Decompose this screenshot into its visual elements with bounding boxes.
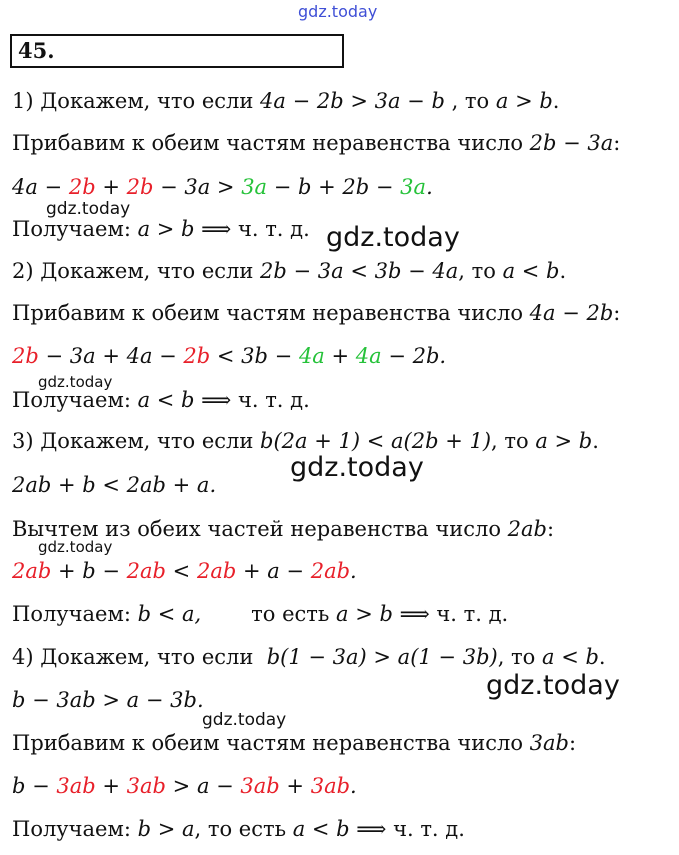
line-12 (12, 558, 357, 584)
math-red: 3ab (56, 774, 96, 798)
math: b − 3ab > a − 3b (12, 688, 197, 712)
watermark-1: gdz.today (46, 199, 131, 219)
math: b < a, (137, 602, 202, 626)
text: , то есть (194, 817, 293, 841)
math: 2ab (507, 517, 547, 541)
text: ч. т. д. (231, 217, 310, 241)
math: + (95, 175, 127, 199)
math: < 3b − (210, 344, 299, 368)
math: 4a − 2b > 3a − b (260, 89, 445, 113)
math-red: 2b (68, 175, 96, 199)
text: ч. т. д. (231, 388, 310, 412)
math: 3ab (529, 731, 569, 755)
math: b(1 − 3a) > a(1 − 3b) (266, 645, 498, 669)
text: Получаем: (12, 388, 138, 412)
math-green: 3a (241, 175, 268, 199)
math: 4a − (12, 175, 69, 199)
math: a > b ⟹ (336, 602, 430, 626)
line-6 (12, 300, 620, 326)
text: Прибавим к обеим частям неравенства число (12, 131, 530, 155)
text: Получаем: (12, 602, 138, 626)
math: + (95, 774, 127, 798)
line-5 (12, 258, 566, 284)
math: b(2a + 1) < a(2b + 1) (260, 429, 492, 453)
math: − b + 2b − (267, 175, 401, 199)
math-red: 3ab (240, 774, 280, 798)
text: ч. т. д. (386, 817, 465, 841)
math: a < b ⟹ (137, 388, 232, 412)
text: Вычтем из обеих частей неравенства число (12, 517, 508, 541)
math-red: 2ab (310, 559, 351, 583)
task-number-box (10, 34, 344, 68)
text: : (546, 517, 555, 541)
text: Получаем: (12, 217, 138, 241)
text: . (559, 259, 567, 283)
text: , то (497, 645, 542, 669)
text: , то (444, 89, 496, 113)
line-13 (12, 601, 508, 627)
task-number: 45. (18, 38, 55, 63)
math: . (209, 473, 217, 497)
line-8 (12, 387, 310, 413)
line-3 (12, 174, 433, 200)
math: a < b ⟹ (292, 817, 387, 841)
math: − 2b (381, 344, 440, 368)
math-green: 3a (400, 175, 427, 199)
math: 2b − 3a (529, 131, 614, 155)
watermark-6: gdz.today (486, 670, 620, 701)
line-9 (12, 428, 599, 454)
text: ч. т. д. (429, 602, 509, 626)
math: a > b ⟹ (137, 217, 232, 241)
math-red: 2b (126, 175, 154, 199)
line-2 (12, 130, 620, 156)
watermark-2: gdz.today (326, 222, 460, 253)
math: . (426, 175, 433, 199)
math: a > b (535, 429, 593, 453)
math: 2ab + b < 2ab + a (12, 473, 210, 497)
math-green: 4a (355, 344, 382, 368)
math: b > a (137, 817, 195, 841)
math: + (324, 344, 356, 368)
text: . (592, 429, 599, 453)
line-15 (12, 687, 204, 713)
math: . (350, 559, 357, 583)
math: + (279, 774, 311, 798)
math-red: 2ab (12, 559, 52, 583)
math: . (350, 774, 357, 798)
math: a > b (495, 89, 553, 113)
watermark-4: gdz.today (290, 452, 424, 483)
math: . (439, 344, 447, 368)
line-7 (12, 343, 446, 369)
line-18 (12, 816, 465, 842)
math: 2b − 3a < 3b − 4a (260, 259, 459, 283)
math: − 3a + 4a − (38, 344, 184, 368)
math-green: 4a (298, 344, 325, 368)
text: 4) Докажем, что если (12, 645, 267, 669)
math: − 3a > (153, 175, 242, 199)
math-red: 3ab (310, 774, 351, 798)
math-red: 2b (12, 344, 39, 368)
text: 2) Докажем, что если (12, 259, 261, 283)
text: 3) Докажем, что если (12, 429, 261, 453)
text: Прибавим к обеим частям неравенства число (12, 731, 530, 755)
math: + b − (51, 559, 127, 583)
text: : (613, 301, 621, 325)
line-4 (12, 216, 310, 242)
math: 4a − 2b (529, 301, 614, 325)
line-14 (12, 644, 606, 670)
math: > a − (166, 774, 241, 798)
math-red: 2ab (126, 559, 166, 583)
line-1 (12, 88, 559, 114)
text: , то (491, 429, 536, 453)
text: . (552, 89, 560, 113)
watermark-5: gdz.today (38, 538, 113, 556)
text: : (613, 131, 621, 155)
text: : (568, 731, 577, 755)
text: 1) Докажем, что если (12, 89, 261, 113)
watermark-top: gdz.today (298, 2, 378, 21)
math: < (166, 559, 197, 583)
math: b − (12, 774, 57, 798)
text: Получаем: (12, 817, 138, 841)
watermark-3: gdz.today (38, 373, 113, 391)
math-red: 2ab (196, 559, 237, 583)
watermark-7: gdz.today (202, 710, 287, 730)
text: . (598, 645, 606, 669)
math-red: 3ab (126, 774, 166, 798)
math-red: 2b (183, 344, 211, 368)
line-16 (12, 730, 576, 756)
text: Прибавим к обеим частям неравенства число (12, 301, 530, 325)
math: + a − (236, 559, 311, 583)
text: , то (458, 259, 503, 283)
math: . (196, 688, 204, 712)
line-10 (12, 472, 216, 498)
math: a < b (542, 645, 599, 669)
text: то есть (251, 602, 337, 626)
math: a < b (502, 259, 560, 283)
line-17 (12, 773, 357, 799)
